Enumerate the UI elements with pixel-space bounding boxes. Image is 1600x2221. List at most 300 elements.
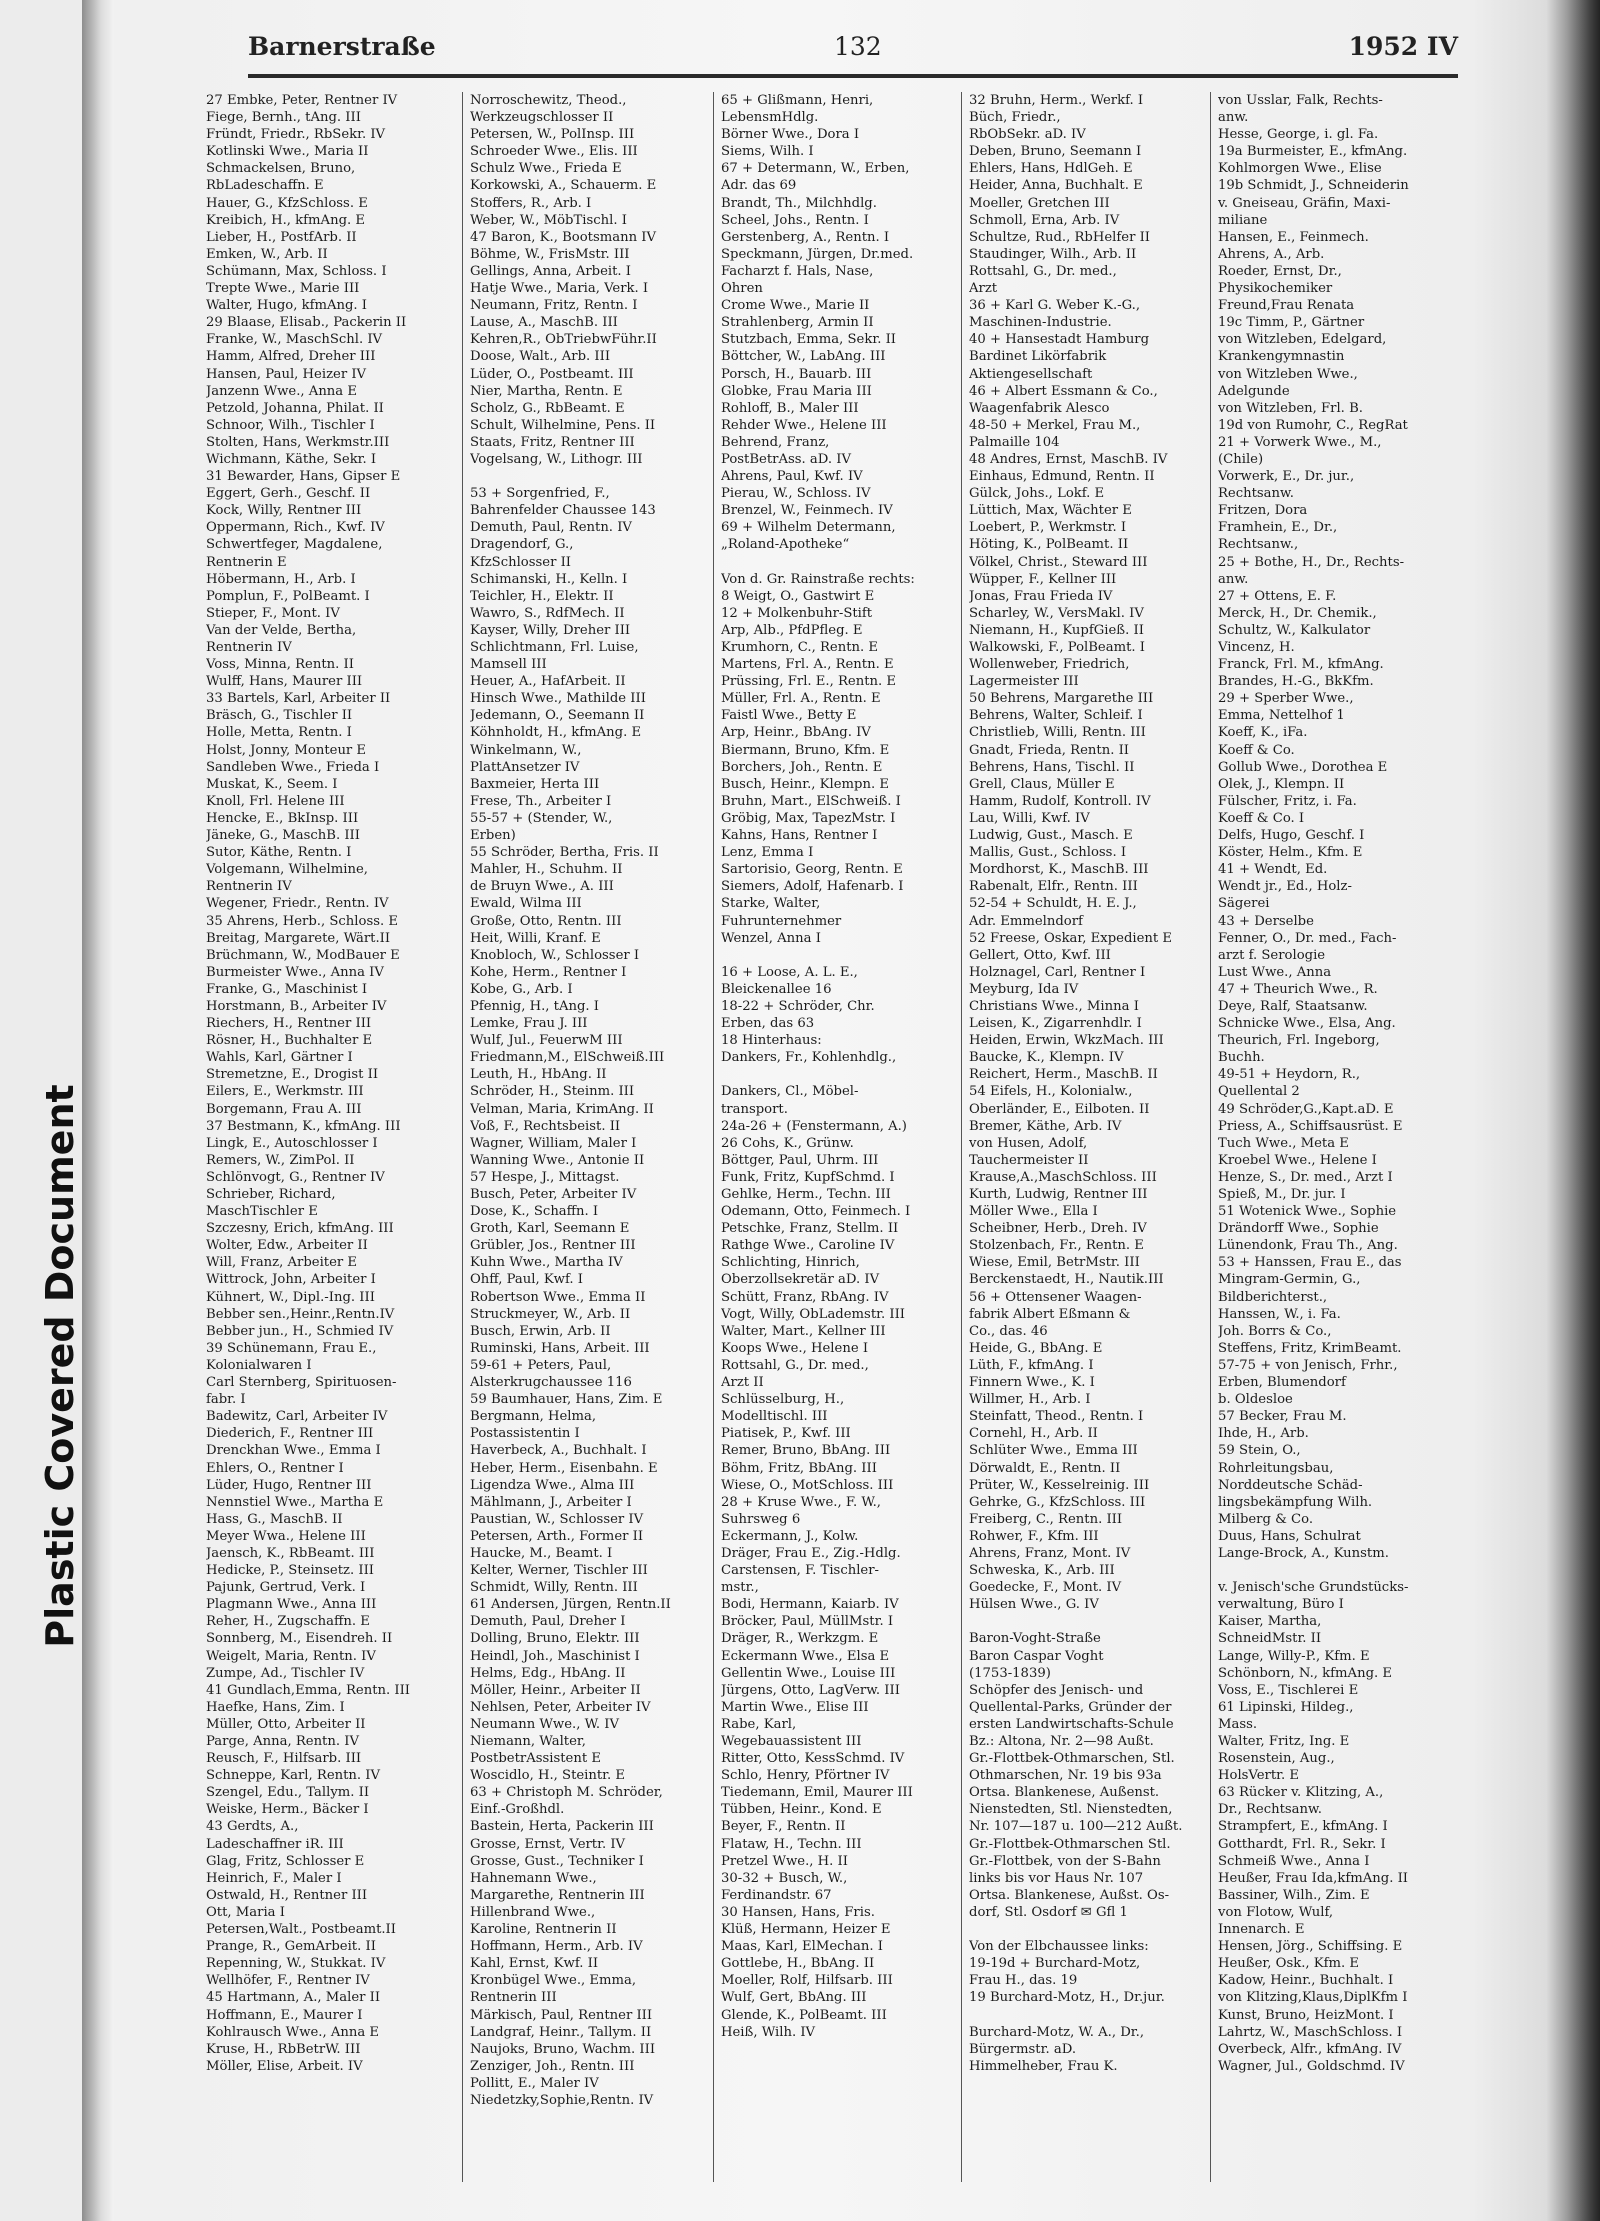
directory-entry: MaschTischler E	[206, 1204, 318, 1220]
directory-entry: von Usslar, Falk, Rechts-	[1218, 93, 1383, 108]
directory-entry: Erben)	[470, 828, 516, 844]
directory-entry: 45 Hartmann, A., Maler II	[206, 1990, 381, 2006]
directory-entry: Kadow, Heinr., Buchhalt. I	[1218, 1973, 1394, 1989]
directory-entry: b. Oldesloe	[1218, 1392, 1293, 1408]
directory-entry: Gollub Wwe., Dorothea E	[1218, 759, 1388, 775]
directory-entry: Norddeutsche Schäd-	[1218, 1477, 1363, 1493]
directory-entry: 16 + Loose, A. L. E.,	[721, 964, 858, 980]
header-page-number: 132	[834, 32, 882, 61]
directory-entry: ersten Landwirtschafts-Schule	[969, 1716, 1174, 1732]
directory-entry: Wiese, O., MotSchloss. III	[721, 1477, 894, 1493]
directory-entry: Gellings, Anna, Arbeit. I	[470, 263, 632, 279]
directory-entry: Hatje Wwe., Maria, Verk. I	[470, 281, 649, 297]
directory-entry: Hamm, Alfred, Dreher III	[206, 349, 376, 365]
directory-entry: Priess, A., Schiffsausrüst. E	[1218, 1118, 1403, 1134]
directory-entry: Kronbügel Wwe., Emma,	[470, 1973, 637, 1989]
directory-entry: Henze, S., Dr. med., Arzt I	[1218, 1169, 1393, 1185]
directory-entry: Reichert, Herm., MaschB. II	[969, 1067, 1158, 1083]
directory-entry: Reher, H., Zugschaffn. E	[206, 1614, 370, 1630]
directory-entry: Kahns, Hans, Rentner I	[721, 828, 878, 844]
directory-entry: Petersen, Arth., Former II	[470, 1528, 644, 1544]
directory-entry: Böttcher, W., LabAng. III	[721, 349, 886, 365]
directory-entry: Doose, Walt., Arb. III	[470, 349, 611, 365]
directory-entry: 41 Gundlach,Emma, Rentn. III	[206, 1682, 411, 1698]
directory-entry: Nr. 107—187 u. 100—212 Außt.	[969, 1819, 1183, 1835]
directory-entry: Busch, Heinr., Klempn. E	[721, 776, 889, 792]
directory-entry: Nehlsen, Peter, Arbeiter IV	[470, 1699, 651, 1715]
directory-entry: Mingram-Germin, G.,	[1218, 1272, 1361, 1288]
directory-entry: Scheibner, Herb., Dreh. IV	[969, 1221, 1147, 1237]
directory-entry: Hesse, George, i. gl. Fa.	[1218, 127, 1379, 143]
directory-entry: Siems, Wilh. I	[721, 144, 814, 160]
directory-entry: Gotthardt, Frl. R., Sekr. I	[1218, 1836, 1386, 1852]
directory-entry: Voss, E., Tischlerei E	[1218, 1682, 1359, 1698]
directory-entry: Kurth, Ludwig, Rentner III	[969, 1187, 1148, 1202]
directory-entry: Wulf, Jul., FeuerwM III	[470, 1033, 623, 1049]
directory-entry: Hülsen Wwe., G. IV	[969, 1597, 1099, 1613]
directory-entry: Kroebel Wwe., Helene I	[1218, 1152, 1377, 1168]
directory-entry: Heider, Anna, Buchhalt. E	[969, 178, 1143, 194]
directory-entry: Breitag, Margarete, Wärt.II	[206, 930, 391, 946]
directory-entry: Schöpfer des Jenisch- und	[969, 1682, 1144, 1698]
directory-entry: RbObSekr. aD. IV	[969, 127, 1086, 143]
directory-entry: Franck, Frl. M., kfmAng.	[1218, 657, 1384, 673]
directory-entry: Demuth, Paul, Dreher I	[470, 1614, 626, 1630]
directory-entry: Behrens, Hans, Tischl. II	[969, 759, 1135, 775]
directory-entry: Mass.	[1218, 1716, 1258, 1732]
directory-entry: Pollitt, E., Maler IV	[470, 2075, 599, 2091]
directory-entry: 69 + Wilhelm Determann,	[721, 520, 896, 536]
directory-entry: Kelter, Werner, Tischler III	[470, 1563, 648, 1579]
directory-entry: 19 Burchard-Motz, H., Dr.jur.	[969, 1990, 1165, 2006]
directory-entry: Rohrleitungsbau,	[1218, 1460, 1334, 1476]
directory-entry: Fenner, O., Dr. med., Fach-	[1218, 930, 1397, 946]
directory-entry: Stoffers, R., Arb. I	[470, 195, 592, 211]
directory-entry: arzt f. Serologie	[1218, 947, 1326, 963]
directory-entry: Hauer, G., KfzSchloss. E	[206, 195, 368, 211]
directory-entry: 55-57 + (Stender, W.,	[470, 810, 613, 826]
directory-entry: Völkel, Christ., Steward III	[969, 554, 1148, 570]
directory-entry: Carstensen, F. Tischler-	[721, 1563, 879, 1579]
directory-entry: Will, Franz, Arbeiter E	[206, 1255, 358, 1271]
directory-entry: Gr.-Flottbek-Othmarschen, Stl.	[969, 1751, 1175, 1767]
directory-entry: Glende, K., PolBeamt. III	[721, 2007, 887, 2023]
directory-entry: Arzt	[969, 281, 998, 297]
directory-entry: Adr. Emmelndorf	[969, 913, 1083, 929]
directory-entry: Lünendonk, Frau Th., Ang.	[1218, 1238, 1398, 1254]
directory-entry: Eggert, Gerh., Geschf. II	[206, 486, 371, 502]
directory-entry: Ortsa. Blankenese, Außenst.	[969, 1785, 1160, 1801]
directory-entry	[721, 1066, 953, 1083]
directory-entry: LebensmHdlg.	[721, 110, 819, 126]
directory-entry: Vogt, Willy, ObLademstr. III	[721, 1306, 905, 1322]
directory-entry: Schlüsselburg, H.,	[721, 1392, 845, 1408]
directory-entry: Holznagel, Carl, Rentner I	[969, 964, 1146, 980]
directory-entry: Schweska, K., Arb. III	[969, 1563, 1115, 1579]
directory-entry: Hansen, Paul, Heizer IV	[206, 366, 367, 382]
directory-entry: Koops Wwe., Helene I	[721, 1340, 869, 1356]
directory-entry: Walter, Hugo, kfmAng. I	[206, 298, 368, 314]
directory-entry: Börner Wwe., Dora I	[721, 127, 860, 143]
directory-entry: Spieß, M., Dr. jur. I	[1218, 1187, 1346, 1202]
directory-entry: 59 Baumhauer, Hans, Zim. E	[470, 1392, 663, 1408]
directory-entry: 41 + Wendt, Ed.	[1218, 862, 1328, 878]
directory-entry: anw.	[1218, 110, 1249, 126]
directory-entry: von Witzleben Wwe.,	[1218, 366, 1358, 382]
directory-entry: Bruhn, Mart., ElSchweiß. I	[721, 793, 901, 809]
directory-entry: Lüth, F., kfmAng. I	[969, 1357, 1094, 1373]
directory-entry: Karoline, Rentnerin II	[470, 1922, 617, 1938]
directory-entry: Haucke, M., Beamt. I	[470, 1545, 613, 1561]
directory-entry: Lieber, H., PostfArb. II	[206, 229, 357, 245]
directory-entry: Goedecke, F., Mont. IV	[969, 1580, 1122, 1596]
directory-column-1	[206, 92, 438, 2182]
directory-entry: Müller, Otto, Arbeiter II	[206, 1716, 366, 1732]
directory-entry: Heußer, Frau Ida,kfmAng. II	[1218, 1870, 1408, 1886]
directory-entry: 47 Baron, K., Bootsmann IV	[470, 229, 656, 245]
directory-entry: 51 Wotenick Wwe., Sophie	[1218, 1204, 1397, 1220]
directory-entry: Pierau, W., Schloss. IV	[721, 486, 871, 502]
directory-entry: Physikochemiker	[1218, 281, 1333, 297]
directory-entry: Lüder, Hugo, Rentner III	[206, 1477, 372, 1493]
directory-entry: 27 + Ottens, E. F.	[1218, 588, 1337, 604]
directory-entry: Delfs, Hugo, Geschf. I	[1218, 828, 1365, 844]
directory-entry: Lau, Willi, Kwf. IV	[969, 810, 1090, 826]
directory-entry: Tauchermeister II	[969, 1152, 1089, 1168]
directory-entry: von Husen, Adolf,	[969, 1135, 1088, 1151]
directory-entry: Ahrens, Paul, Kwf. IV	[721, 469, 863, 485]
directory-entry: Finnern Wwe., K. I	[969, 1375, 1095, 1391]
directory-entry: Burchard-Motz, W. A., Dr.,	[969, 2024, 1145, 2040]
directory-entry: Schmackelsen, Bruno,	[206, 161, 356, 177]
directory-entry: Gellentin Wwe., Louise III	[721, 1665, 896, 1681]
directory-entry: Schwertfeger, Magdalene,	[206, 537, 383, 553]
directory-entry: Lagermeister III	[969, 674, 1079, 690]
directory-entry: mstr.,	[721, 1580, 759, 1596]
directory-entry: Höbermann, H., Arb. I	[206, 571, 356, 587]
directory-entry: 19c Timm, P., Gärtner	[1218, 315, 1365, 331]
directory-entry: Heußer, Osk., Kfm. E	[1218, 1956, 1360, 1972]
directory-entry: miliane	[1218, 212, 1268, 228]
directory-entry: Dräger, R., Werkzgm. E	[721, 1631, 879, 1647]
directory-entry: Köster, Helm., Kfm. E	[1218, 845, 1363, 861]
directory-entry: Knobloch, W., Schlosser I	[470, 947, 640, 963]
directory-entry: Ehlers, O., Rentner I	[206, 1460, 344, 1476]
directory-entry: Baxmeier, Herta III	[470, 776, 600, 792]
directory-entry: PostbetrAssistent E	[470, 1751, 601, 1767]
directory-entry: Schroeder Wwe., Elis. III	[470, 144, 638, 160]
directory-entry: Ahrens, Franz, Mont. IV	[969, 1545, 1131, 1561]
directory-entry	[721, 947, 953, 964]
directory-entry: Einhaus, Edmund, Rentn. II	[969, 469, 1155, 485]
directory-entry: Hahnemann Wwe.,	[470, 1870, 597, 1886]
directory-entry: Weber, W., MöbTischl. I	[470, 212, 627, 228]
directory-entry: Landgraf, Heinr., Tallym. II	[470, 2024, 652, 2040]
directory-entry: Hensen, Jörg., Schiffsing. E	[1218, 1939, 1403, 1955]
directory-entry: Kohe, Herm., Rentner I	[470, 964, 627, 980]
directory-entry: Stutzbach, Emma, Sekr. II	[721, 332, 897, 348]
directory-entry: Ludwig, Gust., Masch. E	[969, 828, 1133, 844]
directory-entry: Voß, F., Rechtsbeist. II	[470, 1118, 621, 1134]
directory-entry: Carl Sternberg, Spirituosen-	[206, 1375, 397, 1391]
directory-entry: von Witzleben, Edelgard,	[1218, 332, 1387, 348]
directory-entry: Wegebauassistent III	[721, 1734, 862, 1749]
directory-entry: Voss, Minna, Rentn. II	[206, 657, 354, 673]
directory-entry: Eckermann, J., Kolw.	[721, 1528, 859, 1544]
directory-entry: Zenziger, Joh., Rentn. III	[470, 2058, 635, 2074]
directory-entry: 19d von Rumohr, C., RegRat	[1218, 417, 1408, 433]
directory-entry: Baucke, K., Klempn. IV	[969, 1050, 1124, 1066]
directory-entry: Koeff & Co. I	[1218, 810, 1305, 826]
directory-entry: Oppermann, Rich., Kwf. IV	[206, 520, 385, 536]
directory-entry: Brenzel, W., Feinmech. IV	[721, 503, 893, 519]
directory-entry: Petersen,Walt., Postbeamt.II	[206, 1922, 396, 1938]
directory-entry: Glag, Fritz, Schlosser E	[206, 1853, 365, 1869]
directory-entry: Rabe, Karl,	[721, 1716, 797, 1732]
directory-entry: Schnicke Wwe., Elsa, Ang.	[1218, 1016, 1396, 1032]
directory-entry: Reusch, F., Hilfsarb. III	[206, 1751, 362, 1767]
directory-entry: Moeller, Rolf, Hilfsarb. III	[721, 1973, 893, 1989]
directory-entry: Paustian, W., Schlosser IV	[470, 1511, 644, 1527]
directory-entry: Brandes, H.-G., BkKfm.	[1218, 674, 1374, 690]
directory-entry: Heide, G., BbAng. E	[969, 1340, 1103, 1356]
directory-entry: Bürgermstr. aD.	[969, 2041, 1077, 2057]
page-header	[248, 28, 1458, 72]
directory-entry: Bebber jun., H., Schmied IV	[206, 1323, 394, 1339]
directory-entry: Bardinet Likörfabrik	[969, 349, 1107, 365]
directory-entry: Rentnerin E	[206, 554, 287, 570]
directory-entry: Heuer, A., HafArbeit. II	[470, 674, 626, 690]
directory-entry: Haverbeck, A., Buchhalt. I	[470, 1443, 647, 1459]
directory-entry: Rechtsanw.,	[1218, 537, 1299, 553]
directory-entry: Möller, Elise, Arbeit. IV	[206, 2058, 363, 2074]
directory-entry: Janzenn Wwe., Anna E	[206, 383, 357, 399]
sidebar-label: Plastic Covered Document	[38, 1084, 82, 1648]
directory-entry: 30-32 + Busch, W.,	[721, 1870, 848, 1886]
directory-entry: Modelltischl. III	[721, 1409, 828, 1425]
directory-entry: „Roland-Apotheke“	[721, 537, 850, 553]
directory-entry: Werkzeugschlosser II	[470, 110, 614, 126]
directory-entry: Holle, Metta, Rentn. I	[206, 725, 352, 741]
directory-entry: Wolter, Edw., Arbeiter II	[206, 1238, 368, 1254]
directory-entry: Von der Elbchaussee links:	[969, 1939, 1149, 1955]
directory-entry: Cornehl, H., Arb. II	[969, 1426, 1098, 1442]
directory-entry: Scheel, Johs., Rentn. I	[721, 212, 869, 228]
page-edge-shadow	[1546, 0, 1600, 2221]
directory-entry: Kühnert, W., Dipl.-Ing. III	[206, 1289, 375, 1305]
directory-entry: Bildberichterst.,	[1218, 1289, 1328, 1305]
directory-entry: Porsch, H., Bauarb. III	[721, 366, 872, 382]
directory-entry: Lahrtz, W., MaschSchloss. I	[1218, 2024, 1403, 2040]
directory-entry: KfzSchlosser II	[470, 554, 572, 570]
directory-entry: Teichler, H., Elektr. II	[470, 588, 614, 604]
directory-entry: Bahrenfelder Chaussee 143	[470, 503, 656, 519]
directory-entry: 43 Gerdts, A.,	[206, 1819, 299, 1835]
directory-entry: 27 Embke, Peter, Rentner IV	[206, 93, 398, 108]
directory-entry: Neumann, Fritz, Rentn. I	[470, 298, 638, 314]
directory-entry: Joh. Borrs & Co.,	[1218, 1323, 1332, 1339]
directory-entry: Walkowski, F., PolBeamt. I	[969, 640, 1145, 655]
directory-entry: Rehder Wwe., Helene III	[721, 417, 887, 433]
directory-entry: Hillenbrand Wwe.,	[470, 1904, 596, 1920]
directory-entry: Mählmann, J., Arbeiter I	[470, 1494, 632, 1510]
directory-entry: 48 Andres, Ernst, MaschB. IV	[969, 451, 1168, 467]
directory-entry: Schmeiß Wwe., Anna I	[1218, 1853, 1370, 1869]
directory-entry: de Bruyn Wwe., A. III	[470, 879, 614, 895]
directory-entry: Strahlenberg, Armin II	[721, 315, 874, 331]
directory-entry: Roeder, Ernst, Dr.,	[1218, 263, 1342, 279]
directory-entry: Neumann Wwe., W. IV	[470, 1716, 619, 1732]
directory-entry: Grosse, Ernst, Vertr. IV	[470, 1836, 626, 1852]
directory-entry: Schlichting, Hinrich,	[721, 1255, 860, 1271]
directory-entry: v. Gneiseau, Gräfin, Maxi-	[1218, 195, 1391, 211]
directory-entry: Scholz, G., RbBeamt. E	[470, 400, 625, 416]
directory-column-3	[721, 92, 953, 2182]
directory-entry: Dragendorf, G.,	[470, 537, 574, 553]
directory-entry: Naujoks, Bruno, Wachm. III	[470, 2041, 656, 2057]
directory-entry: Schrieber, Richard,	[206, 1187, 336, 1202]
directory-entry: Christlieb, Willi, Rentn. III	[969, 725, 1146, 741]
directory-entry: Deben, Bruno, Seemann I	[969, 144, 1142, 160]
directory-entry: Bergmann, Helma,	[470, 1409, 597, 1425]
directory-entry: Oberzollsekretär aD. IV	[721, 1272, 880, 1288]
directory-entry: Prüter, W., Kesselreinig. III	[969, 1477, 1150, 1493]
directory-entry: Freund,Frau Renata	[1218, 298, 1355, 314]
directory-entry: Bebber sen.,Heinr.,Rentn.IV	[206, 1306, 395, 1322]
directory-entry: Bremer, Käthe, Arb. IV	[969, 1118, 1122, 1134]
directory-entry: Volgemann, Wilhelmine,	[206, 862, 368, 878]
directory-entry: Quellental-Parks, Gründer der	[969, 1699, 1172, 1715]
directory-entry: Milberg & Co.	[1218, 1511, 1314, 1527]
directory-entry: Adr. das 69	[721, 178, 797, 194]
directory-entry: Wulff, Hans, Maurer III	[206, 674, 363, 690]
directory-column-2	[470, 92, 702, 2182]
directory-entry: Ladeschaffner iR. III	[206, 1836, 344, 1852]
directory-entry: RbLadeschaffn. E	[206, 178, 324, 194]
directory-entry: Gerstenberg, A., Rentn. I	[721, 229, 890, 245]
directory-entry: Franke, G., Maschinist I	[206, 981, 368, 997]
directory-entry: 61 Andersen, Jürgen, Rentn.II	[470, 1597, 671, 1613]
directory-entry: Maas, Karl, ElMechan. I	[721, 1939, 883, 1955]
directory-entry: 8 Weigt, O., Gastwirt E	[721, 588, 875, 604]
directory-entry: 57-75 + von Jenisch, Frhr.,	[1218, 1357, 1398, 1373]
directory-entry: 49 Schröder,G.,Kapt.aD. E	[1218, 1101, 1394, 1117]
directory-entry	[969, 1921, 1201, 1938]
directory-entry: Rösner, H., Buchhalter E	[206, 1033, 373, 1049]
directory-entry: Fiege, Bernh., tAng. III	[206, 110, 361, 126]
directory-entry: Heiß, Wilh. IV	[721, 2024, 816, 2040]
directory-entry: 33 Bartels, Karl, Arbeiter II	[206, 691, 391, 707]
directory-entry: Postassistentin I	[470, 1426, 580, 1442]
directory-entry: 57 Becker, Frau M.	[1218, 1409, 1347, 1425]
directory-entry: Odemann, Otto, Feinmech. I	[721, 1204, 911, 1220]
directory-entry: Lust Wwe., Anna	[1218, 964, 1332, 980]
directory-entry: Wollenweber, Friedrich,	[969, 657, 1130, 673]
directory-entry: Piatisek, P., Kwf. III	[721, 1426, 851, 1442]
header-rule	[248, 74, 1458, 78]
directory-entry: Vorwerk, E., Dr. jur.,	[1218, 469, 1355, 485]
directory-entry	[1218, 1562, 1450, 1579]
directory-entry: Grosse, Gust., Techniker I	[470, 1853, 644, 1869]
directory-entry: Sonnberg, M., Eisendreh. II	[206, 1631, 393, 1647]
directory-entry: 52 Freese, Oskar, Expedient E	[969, 930, 1173, 946]
directory-entry: Kotlinski Wwe., Maria II	[206, 144, 369, 160]
directory-entry: Rohloff, B., Maler III	[721, 400, 859, 416]
directory-entry: Pomplun, F., PolBeamt. I	[206, 588, 370, 604]
directory-entry: Wiese, Emil, BetrMstr. III	[969, 1255, 1140, 1271]
directory-entry: Oberländer, E., Eilboten. II	[969, 1101, 1150, 1117]
directory-entry: Othmarschen, Nr. 19 bis 93a	[969, 1768, 1162, 1784]
directory-entry: Sartorisio, Georg, Rentn. E	[721, 862, 903, 878]
directory-entry: links bis vor Haus Nr. 107	[969, 1870, 1144, 1886]
directory-entry: Szengel, Edu., Tallym. II	[206, 1785, 370, 1801]
directory-entry: Brandt, Th., Milchhdlg.	[721, 195, 877, 211]
directory-entry: Dankers, Fr., Kohlenhdlg.,	[721, 1050, 897, 1066]
directory-entry: 63 + Christoph M. Schröder,	[470, 1785, 663, 1801]
directory-entry: Schnoor, Wilh., Tischler I	[206, 417, 375, 433]
directory-entry: Kuhn Wwe., Martha IV	[470, 1255, 623, 1271]
directory-entry: Merck, H., Dr. Chemik.,	[1218, 605, 1377, 621]
directory-entry: Deye, Ralf, Staatsanw.	[1218, 998, 1368, 1014]
directory-entry: Wagner, William, Maler I	[470, 1135, 637, 1151]
directory-entry: Gr.-Flottbek, von der S-Bahn	[969, 1853, 1161, 1869]
directory-entry: Heit, Willi, Kranf. E	[470, 930, 601, 946]
directory-entry: Krumhorn, C., Rentn. E	[721, 640, 878, 655]
directory-entry: 21 + Vorwerk Wwe., M.,	[1218, 434, 1382, 450]
directory-entry: Ohren	[721, 281, 763, 297]
directory-entry: Meyburg, Ida IV	[969, 981, 1079, 997]
directory-entry: Frau H., das. 19	[969, 1973, 1078, 1989]
directory-entry: Rabenalt, Elfr., Rentn. III	[969, 879, 1138, 895]
directory-entry: Wittrock, John, Arbeiter I	[206, 1272, 376, 1288]
directory-entry: Kolonialwaren I	[206, 1357, 312, 1373]
header-year: 1952 IV	[1348, 32, 1458, 61]
directory-entry: Palmaille 104	[969, 434, 1060, 450]
directory-entry: Behrens, Walter, Schleif. I	[969, 708, 1143, 724]
directory-entry: Sandleben Wwe., Frieda I	[206, 759, 380, 775]
directory-entry	[969, 1613, 1201, 1630]
directory-entry: Krause,A.,MaschSchloss. III	[969, 1169, 1157, 1185]
directory-entry: Busch, Erwin, Arb. II	[470, 1323, 611, 1339]
directory-entry: Rottsahl, G., Dr. med.,	[721, 1357, 869, 1373]
directory-entry: Ahrens, A., Arb.	[1218, 246, 1325, 262]
directory-entry: Dolling, Bruno, Elektr. III	[470, 1631, 640, 1647]
directory-entry: Buchh.	[1218, 1050, 1265, 1066]
directory-entry: Kehren,R., ObTriebwFühr.II	[470, 332, 657, 348]
directory-entry: Riechers, H., Rentner III	[206, 1016, 372, 1032]
directory-entry: Eilers, E., Werkmstr. III	[206, 1084, 364, 1100]
directory-entry: Facharzt f. Hals, Nase,	[721, 263, 874, 279]
directory-entry: Grübler, Jos., Rentner III	[470, 1238, 636, 1254]
directory-entry: Rentnerin IV	[206, 640, 292, 655]
directory-entry: Schneppe, Karl, Rentn. IV	[206, 1768, 381, 1784]
column-divider	[1210, 92, 1211, 2182]
directory-entry: Fülscher, Fritz, i. Fa.	[1218, 793, 1357, 809]
directory-entry: Ott, Maria I	[206, 1904, 285, 1920]
directory-entry: Berckenstaedt, H., Nautik.III	[969, 1272, 1164, 1288]
directory-entry: verwaltung, Büro I	[1218, 1597, 1344, 1613]
directory-entry: Petschke, Franz, Stellm. II	[721, 1221, 899, 1237]
directory-entry: Schlüter Wwe., Emma III	[969, 1443, 1138, 1459]
directory-column-4	[969, 92, 1201, 2182]
directory-entry: Waagenfabrik Alesco	[969, 400, 1110, 416]
directory-entry: Rentnerin IV	[206, 879, 292, 895]
directory-entry: Krankengymnastin	[1218, 349, 1345, 365]
directory-entry: 40 + Hansestadt Hamburg	[969, 332, 1150, 348]
directory-entry: Scharley, W., VersMakl. IV	[969, 605, 1144, 621]
directory-entry: Aktiengesellschaft	[969, 366, 1093, 382]
directory-entry: Ortsa. Blankenese, Außst. Os-	[969, 1887, 1170, 1903]
